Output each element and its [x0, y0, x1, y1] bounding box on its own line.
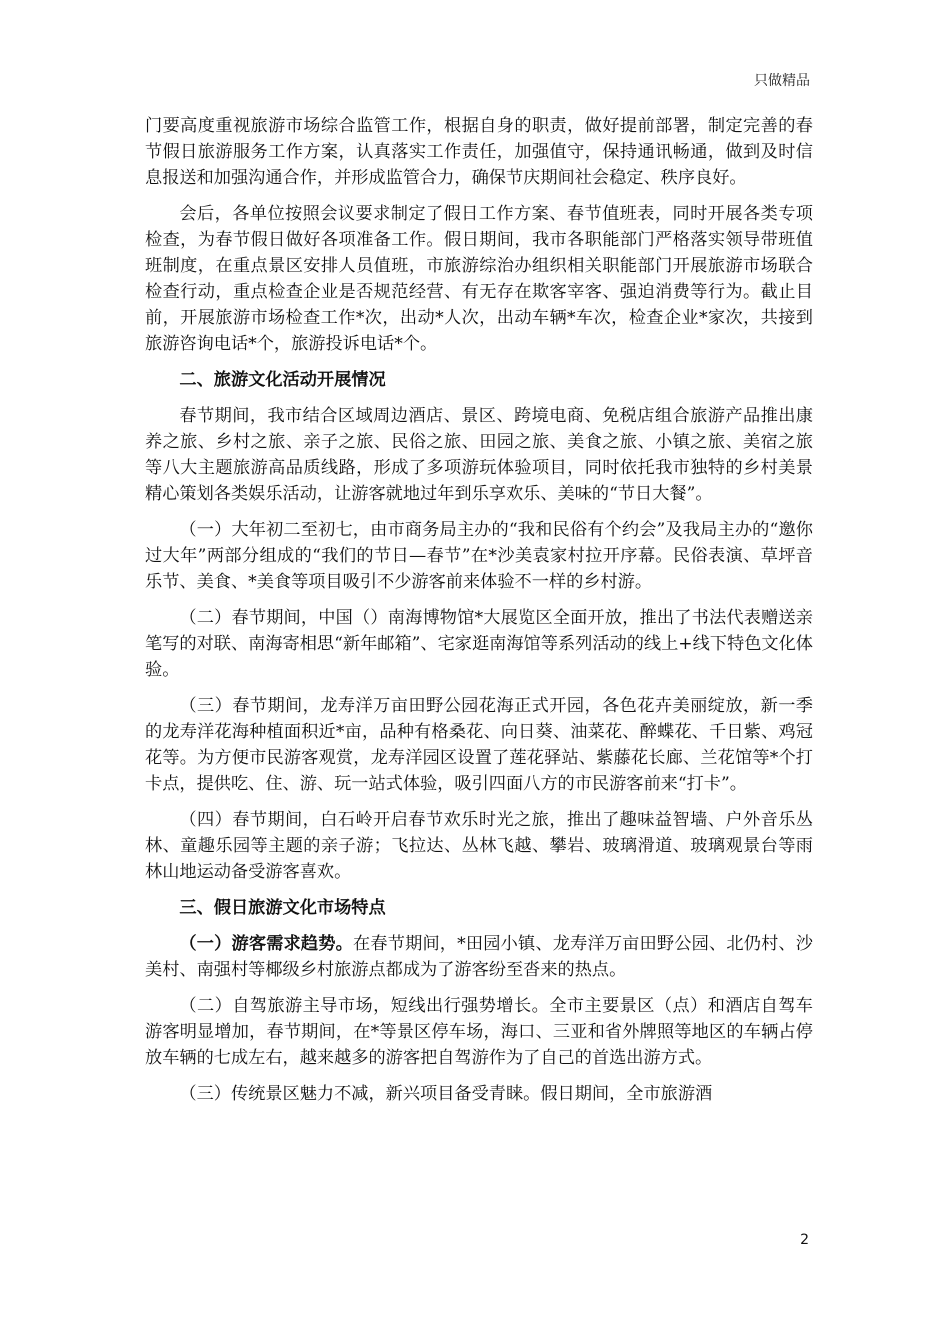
paragraph: （三）传统景区魅力不减，新兴项目备受青睐。假日期间，全市旅游酒 — [179, 1084, 713, 1104]
paragraph: （二）自驾旅游主导市场，短线出行强势增长。全市主要景区（点）和酒店自驾车游客明显增加，春节期间，在*等景区停车场，海口、三亚和省外牌照等地区的车辆占停放车辆的七成左右，越来越多的游客把自驾游作为了自己的首选出游方式。 — [145, 996, 813, 1068]
paragraph: 门要高度重视旅游市场综合监管工作，根据自身的职责，做好提前部署，制定完善的春节假日旅游服务工作方案，认真落实工作责任，加强值守，保持通讯畅通，做到及时信息报送和加强沟通合作，并形成监管合力，确保节庆期间社会稳定、秩序良好。 — [145, 116, 813, 188]
paragraph: 会后，各单位按照会议要求制定了假日工作方案、春节值班表，同时开展各类专项检查，为春节假日做好各项准备工作。假日期间，我市各职能部门严格落实领导带班值班制度，在重点景区安排人员值班，市旅游综治办组织相关职能部门开展旅游市场联合检查行动，重点检查企业是否规范经营、有无存在欺客宰客、强迫消费等行为。截止目前，开展旅游市场检查工作*次，出动*人次，出动车辆*车次，检查企业*家次，共接到旅游咨询电话*个，旅游投诉电话*个。 — [145, 204, 813, 354]
paragraph: （二）春节期间，中国（）南海博物馆*大展览区全面开放，推出了书法代表赠送亲笔写的对联、南海寄相思“新年邮箱”、宅家逛南海馆等系列活动的线上+线下特色文化体验。 — [145, 608, 813, 680]
section-heading: 二、旅游文化活动开展情况 — [179, 370, 386, 390]
paragraph: 春节期间，我市结合区域周边酒店、景区、跨境电商、免税店组合旅游产品推出康养之旅、乡村之旅、亲子之旅、民俗之旅、田园之旅、美食之旅、小镇之旅、美宿之旅等八大主题旅游高品质线路，形成了多项游玩体验项目，同时依托我市独特的乡村美景精心策划各类娱乐活动，让游客就地过年到乐享欢乐、美味的“节日大餐”。 — [145, 406, 813, 504]
paragraph-lead: （一）游客需求趋势。 — [179, 934, 353, 954]
document-body — [145, 113, 813, 1117]
page-number: 2 — [800, 1232, 809, 1248]
paragraph-text: 在春节期间，*田园小镇、龙寿洋万亩田野公园、北仍村、沙美村、南强村等椰级乡村旅游点都成为了游客纷至沓来的热点。 — [145, 934, 813, 980]
page-header: 只做精品 — [754, 73, 810, 89]
paragraph — [145, 931, 813, 983]
paragraph: （四）春节期间，白石岭开启春节欢乐时光之旅，推出了趣味益智墙、户外音乐丛林、童趣乐园等主题的亲子游；飞拉达、丛林飞越、攀岩、玻璃滑道、玻璃观景台等雨林山地运动备受游客喜欢。 — [145, 810, 813, 882]
section-heading: 三、假日旅游文化市场特点 — [179, 898, 386, 918]
paragraph: （一）大年初二至初七，由市商务局主办的“我和民俗有个约会”及我局主办的“邀你过大年”两部分组成的“我们的节日—春节”在*沙美袁家村拉开序幕。民俗表演、草坪音乐节、美食、*美食等项目吸引不少游客前来体验不一样的乡村游。 — [145, 520, 813, 592]
paragraph: （三）春节期间，龙寿洋万亩田野公园花海正式开园，各色花卉美丽绽放，新一季的龙寿洋花海种植面积近*亩，品种有格桑花、向日葵、油菜花、醉蝶花、千日紫、鸡冠花等。为方便市民游客观赏，龙寿洋园区设置了莲花驿站、紫藤花长廊、兰花馆等*个打卡点，提供吃、住、游、玩一站式体验，吸引四面八方的市民游客前来“打卡”。 — [145, 696, 813, 794]
